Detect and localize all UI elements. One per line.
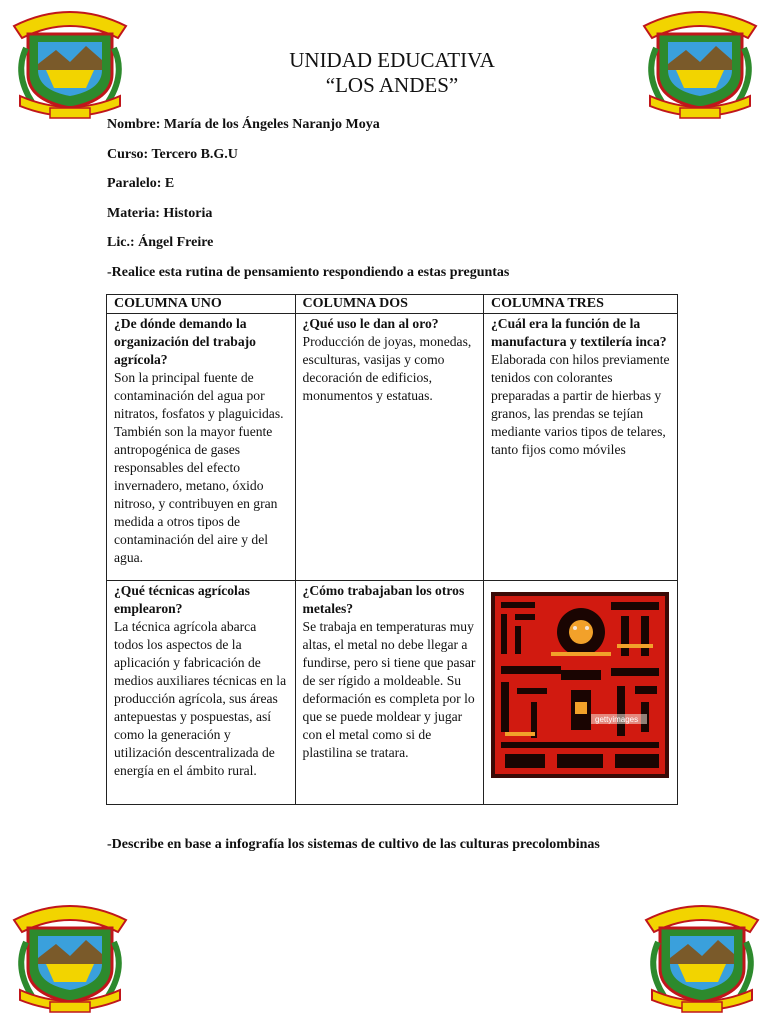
school-logo-top-left [6, 4, 134, 122]
table-cell [483, 581, 677, 805]
table-cell [107, 314, 296, 581]
getty-watermark: gettyimages [594, 715, 639, 724]
header-column-two: COLUMNA DOS [295, 295, 483, 314]
course: Curso: Tercero B.G.U [107, 147, 238, 162]
table-row [107, 314, 678, 581]
school-logo-top-right [636, 4, 764, 122]
school-crest-icon [638, 898, 766, 1016]
table-cell [295, 581, 483, 805]
header-column-three: COLUMNA TRES [483, 295, 677, 314]
table-row [107, 581, 678, 805]
school-crest-icon [636, 4, 764, 122]
cell-question: ¿Cuál era la función de la manufactura y textilería inca? [490, 316, 667, 349]
school-logo-bottom-right [638, 898, 766, 1016]
school-name-line2: “LOS ANDES” [325, 73, 459, 97]
header-column-one: COLUMNA UNO [107, 295, 296, 314]
section: Paralelo: E [107, 176, 175, 191]
school-logo-bottom-left [6, 898, 134, 1016]
subject: Materia: Historia [107, 206, 213, 221]
school-name-line1: UNIDAD EDUCATIVA [289, 48, 495, 72]
inca-textile-image [491, 592, 669, 778]
cell-question: ¿De dónde demando la organización del trabajo agrícola? [114, 316, 256, 367]
instruction: -Realice esta rutina de pensamiento respondiendo a estas preguntas [107, 265, 510, 280]
cell-question: ¿Qué técnicas agrícolas emplearon? [114, 583, 250, 616]
cell-answer: Son la principal fuente de contaminación del agua por nitratos, fosfatos y plaguicidas. También son la mayor fuente antropogénica de gases responsables del efecto invernadero, metano, óxido nitroso, y contribuyen en gran medida a otros tipos de contaminación del aire y del agua. [114, 370, 284, 565]
school-crest-icon [6, 4, 134, 122]
final-instruction: -Describe en base a infografía los sistemas de cultivo de las culturas precolombinas [107, 837, 600, 852]
table-cell [295, 314, 483, 581]
cell-question: ¿Cómo trabajaban los otros metales? [302, 583, 465, 616]
teacher: Lic.: Ángel Freire [107, 235, 214, 250]
cell-answer: La técnica agrícola abarca todos los aspectos de la aplicación y fabricación de medios auxiliares técnicas en la producción agrícola, sus áreas antepuestas y pospuestas, así como la generación y utilización descentralizada de energía en el ámbito rural. [114, 619, 287, 778]
cell-answer: Elaborada con hilos previamente tenidos con colorantes preparadas a partir de hierbas y granos, las prendas se tejían mediante varios tipos de telares, tanto fijos como móviles [490, 352, 670, 457]
table-cell [483, 314, 677, 581]
table-cell [107, 581, 296, 805]
thinking-routine-table [106, 294, 678, 805]
document-title [200, 48, 584, 98]
cell-answer: Producción de joyas, monedas, esculturas, vasijas y como decoración de edificios, monumentos y estatuas. [302, 334, 472, 403]
cell-question: ¿Qué uso le dan al oro? [302, 316, 439, 331]
cell-answer: Se trabaja en temperaturas muy altas, el metal no debe llegar a fundirse, pero si tiene que pasar de ser rígido a moldeable. Su deformación es completa por lo que se puede moldear y jugar con el metal como si de plastilina se tratara. [302, 619, 476, 760]
table-header-row [107, 295, 678, 314]
student-name: Nombre: María de los Ángeles Naranjo Moya [107, 117, 380, 132]
school-crest-icon [6, 898, 134, 1016]
